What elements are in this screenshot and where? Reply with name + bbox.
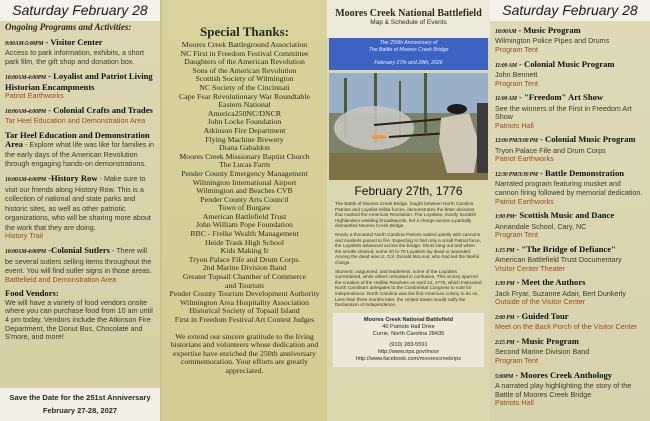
event-description: A narrated play highlighting the story of the Battle of Moores Creek Bridge <box>495 380 632 399</box>
sponsor-name: and Tourism <box>225 280 264 290</box>
contact-block <box>333 313 484 367</box>
sponsor-name: Wilmington and Beaches CVB <box>196 186 293 196</box>
sponsor-name: Greater Topsail Chamber of Commerce <box>182 272 307 282</box>
ongoing-events <box>0 33 160 342</box>
sponsor-name: Scottish Society of Wilmington <box>195 74 294 84</box>
event-time: 1:15 PM <box>495 247 515 254</box>
sponsor-name: 2nd Marine Division Band <box>202 263 287 273</box>
park-name: Moores Creek National Battlefield <box>363 316 454 323</box>
sponsor-name: RBC - Frelke Wealth Management <box>190 229 299 239</box>
event-description: American Battlefield Trust Documentary <box>495 255 622 265</box>
event-description: We will have a variety of food vendors onsite where you can purchase food from 10 am until 4 pm today. Vendors include the Atkinson Fire Department, the Donut Bus, Chocolate and S'more, and more! <box>5 297 153 342</box>
event-description: Second Marine Division Band <box>495 347 590 357</box>
event-location: Visitor Center Theater <box>495 263 566 273</box>
sponsor-name: Tryon Palace Fife and Drum Corps. <box>188 254 301 264</box>
sponsor-name: Atkinson Fire Department <box>203 125 286 135</box>
sponsor-name: Pender County Emergency Management <box>181 168 308 178</box>
event-description: John Bennett <box>495 70 538 79</box>
banner-dates: February 27th and 28th, 2026 <box>374 60 443 66</box>
left-panel <box>0 0 162 421</box>
event-location: Program Tent <box>495 78 539 88</box>
thanks-heading: Special Thanks: <box>200 24 289 39</box>
thanks-list <box>162 41 327 325</box>
event-time: 1:30 PM <box>495 281 515 288</box>
event-item <box>490 337 650 366</box>
event-name: - "The Bridge of Defiance" <box>514 243 616 254</box>
event-location: Patriot Earthworks <box>495 154 554 164</box>
event-description: Jack Fryar, Suzanne Adair, Bert Dunkerly <box>495 288 627 298</box>
cover-panel <box>327 0 490 421</box>
sponsor-name: Cape Fear Revolutionary War Roundtable <box>179 91 310 101</box>
sponsor-name: Daughters of the American Revolution <box>184 57 305 67</box>
event-name: - Meet the Authors <box>514 277 586 288</box>
event-location: Battlefield and Demonstration Area <box>5 274 117 284</box>
sponsor-name: NC Society of the Cincinnati <box>199 82 290 92</box>
cover-title-block <box>327 0 490 38</box>
event-time: 10:00AM-4:00PM <box>5 176 46 183</box>
event-item <box>0 38 160 67</box>
website-link[interactable]: http://www.nps.gov/moor <box>377 348 440 355</box>
event-name: - Music Program <box>516 25 581 35</box>
event-name: - Scottish Music and Dance <box>514 210 615 221</box>
event-name: - Guided Tour <box>514 310 569 321</box>
event-time: 12:30 PM/3:30 PM <box>495 171 538 178</box>
event-name: Food Vendors: <box>5 288 59 299</box>
event-title <box>495 211 646 222</box>
event-name: - Visitor Center <box>43 37 103 47</box>
event-name: - Colonial Music Program <box>537 134 636 145</box>
event-time: 2:00 PM <box>495 314 515 321</box>
sponsor-name: Kids Making It <box>220 246 269 256</box>
event-item <box>0 72 160 101</box>
event-name: - Colonial Music Program <box>516 58 615 69</box>
event-location: Program Tent <box>495 355 539 365</box>
sponsor-name: Historical Society of Topsail Island <box>189 306 300 316</box>
event-item <box>0 246 160 285</box>
event-location: Outside of the Visitor Center <box>495 297 586 307</box>
sponsor-name: Eastern National <box>218 100 271 110</box>
save-the-date-dates: February 27-28, 2027 <box>42 406 118 415</box>
event-title <box>5 174 156 232</box>
event-time: 2:15 PM <box>495 339 515 346</box>
sponsor-name: American Battlefield Trust <box>202 211 287 221</box>
event-time: 10:00AM <box>495 29 517 35</box>
phone-number: (910) 283-5591 <box>389 341 428 348</box>
event-location: Patriots Hall <box>495 120 534 130</box>
facebook-link[interactable]: http://www.facebook.com/moorescreeknps <box>355 355 462 362</box>
battle-story <box>327 198 490 308</box>
event-item <box>490 26 650 55</box>
event-time: 10:00AM-4:00PM <box>5 74 46 81</box>
event-item <box>490 60 650 89</box>
event-name: -History Row <box>46 172 98 183</box>
schedule-events <box>490 26 650 408</box>
event-name: - Battle Demonstration <box>537 167 625 178</box>
story-heading: February 27th, 1776 <box>354 184 463 198</box>
event-location: History Trail <box>5 231 43 241</box>
thanks-panel <box>162 0 327 421</box>
event-time: 11:00 AM <box>495 96 517 103</box>
day-header: Saturday February 28 <box>490 0 650 21</box>
event-location: Meet on the Back Porch of the Visitor Center <box>495 322 638 332</box>
right-panel <box>490 0 650 421</box>
event-name: -Colonial Sutlers <box>46 244 110 255</box>
event-name: - Colonial Crafts and Trades <box>46 105 153 115</box>
sponsor-name: John William Pope Foundation <box>196 220 293 230</box>
event-time: 1:00 PM <box>495 214 515 221</box>
event-title <box>5 246 156 276</box>
event-title <box>5 72 156 93</box>
event-item <box>0 131 160 169</box>
event-location: Tar Heel Education and Demonstration Area <box>5 116 146 126</box>
sponsor-name: NC First in Freedom Festival Committee <box>180 48 309 58</box>
sponsor-name: The Lucas Farm <box>218 160 271 170</box>
story-paragraph: Nearly a thousand North Carolina Patriots waited quietly with cannons and muskets poised to fire. Expecting to find only a small Patriot force, the Loyalists advanced across the bridge. Shots rang out and when the smoke cleared, some 30 to 70 Loyalists lay dead or wounded. Among the dead was Lt. Col. Donald McLeod, who had led the fateful charge. <box>335 231 481 265</box>
event-name: - "Freedom" Art Show <box>516 92 604 103</box>
sponsor-name: Heide Trask High School <box>204 237 285 247</box>
save-the-date <box>0 388 160 421</box>
event-item <box>490 371 650 408</box>
event-location: Patriots Hall <box>495 398 534 408</box>
anniversary-banner <box>329 38 488 70</box>
event-item <box>0 174 160 241</box>
event-name: - Music Program <box>514 335 579 346</box>
event-time: 12:00 PM/3:00 PM <box>495 138 538 145</box>
story-paragraph: Stunned, outgunned, and leaderless, some of the Loyalists surrendered, while others retreated in confusion. This victory spurred the creation of the Halifax Resolves on April 12, 1776, which instructed North Carolina's delegates to the Continental Congress to vote for independence. North Carolina was the first American colony to do so. Less than three months later, the United States would ratify the Declaration of Independence. <box>335 268 482 308</box>
event-location: Program Tent <box>495 230 539 240</box>
event-location: Patriot Earthworks <box>495 196 554 206</box>
sponsor-name: John Locke Foundation <box>207 117 282 127</box>
event-description: Tryon Palace Fife and Drum Corps <box>495 145 606 155</box>
sponsor-name: Pender County Tourism Development Authority <box>169 289 320 299</box>
street-address: 40 Patriots Hall Drive <box>382 323 435 330</box>
day-header: Saturday February 28 <box>0 0 160 21</box>
event-item <box>490 211 650 240</box>
sponsor-name: Wilmington Area Hospitality Association <box>180 297 309 307</box>
ongoing-heading: Ongoing Programs and Activities: <box>5 22 132 32</box>
event-item <box>490 312 650 332</box>
event-title <box>5 131 156 169</box>
event-item <box>0 106 160 126</box>
banner-line: The Battle of Moores Creek Bridge <box>368 47 449 53</box>
event-name: - Moores Creek Anthology <box>513 369 613 380</box>
event-item <box>490 135 650 164</box>
event-item <box>490 93 650 130</box>
sponsor-name: Wilmington International Airport <box>192 177 297 187</box>
event-description: Narrated program featuring musket and cannon firing followed by memorial dedication. <box>495 179 643 197</box>
sponsor-name: First in Freedom Festival Art Contest Judges <box>174 315 315 324</box>
battle-reenactment-photo <box>329 73 488 180</box>
event-time: 5:00PM <box>495 373 514 380</box>
event-item <box>490 169 650 206</box>
event-time: 9:00AM-5:00PM <box>5 41 44 47</box>
event-location: Program Tent <box>495 45 539 54</box>
event-name: Tar Heel Education and Demonstration Area <box>5 130 150 150</box>
gratitude-text: We extend our sincere gratitude to the living historians and volunteers whose dedication and expertise have enriched the 250th anniversary commemoration. Your efforts are greatly appreciated. <box>170 331 319 375</box>
event-description: Access to park information, exhibits, a short park film, the gift shop and donation box. <box>5 48 145 66</box>
sponsor-name: Diana Gabaldon <box>219 143 270 153</box>
event-item <box>0 289 160 341</box>
event-description: - Make sure to visit our friends along History Row. This is a collection of national and state parks and historic sites, as well as other patriotic organizations, who will be sharing more about the work that they are doing. <box>5 173 151 232</box>
sponsor-name: Sons of the American Revolution <box>192 65 297 75</box>
event-name: - Loyalist and Patriot Living Historian Encampments <box>5 70 153 92</box>
sponsor-name: Town of Burgaw <box>218 203 271 213</box>
event-item <box>490 245 650 274</box>
event-time: 10:00AM-4:00PM <box>5 109 46 115</box>
event-item <box>490 278 650 307</box>
event-description: Wilmington Police Pipes and Drums <box>495 36 610 46</box>
event-description: Annandale School, Cary, NC <box>495 221 587 231</box>
event-time: 11:00 AM <box>495 62 517 69</box>
event-location: Patriot Earthworks <box>5 91 64 101</box>
event-title <box>495 93 646 104</box>
event-description: - There will be several sutlers selling items throughout the event. You will find sutler signs in those areas. <box>5 245 152 276</box>
cover-title: Moores Creek National Battlefield <box>335 8 482 19</box>
save-the-date-text: Save the Date for the 251st Anniversary <box>9 393 151 402</box>
cover-subtitle: Map & Schedule of Events <box>370 19 447 26</box>
sponsor-name: Moores Creek Missionary Baptist Church <box>179 151 310 161</box>
sponsor-name: Moores Creek Battleground Association <box>181 40 308 49</box>
sponsor-name: America250NC/DNCR <box>207 108 282 118</box>
event-description: - Explore what life was like for families in the early days of the American Revolution through engaging hands-on demonstrations. <box>5 140 155 169</box>
banner-line: The 250th Anniversary of <box>379 40 438 46</box>
event-time: 10:00AM-4:00PM <box>5 248 46 255</box>
sponsor-name: Flying Machine Brewery <box>205 134 284 144</box>
story-paragraph: The Battle of Moores Creek Bridge, fought between North Carolina Patriots and Loyalist militia forces, demonstrates the bitter divisions that marked the American Revolution. The Loyalists, mostly Scottish Highlanders wielding broadswords, led a charge across a partially dismantled Moores Creek Bridge. <box>335 201 477 229</box>
city-address: Currie, North Carolina 28435 <box>372 330 445 337</box>
sponsor-name: Pender County Arts Council <box>200 194 289 204</box>
event-description: See the winners of the First in Freedom Art Show <box>495 103 632 122</box>
